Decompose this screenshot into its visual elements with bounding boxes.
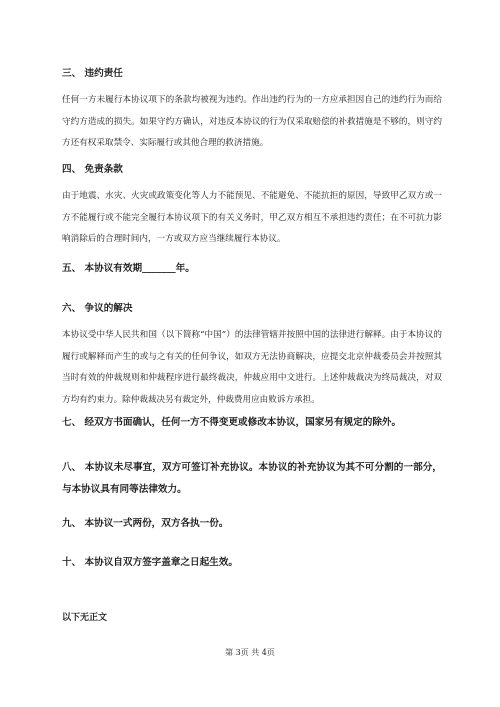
section-body: 任何一方未履行本协议项下的条款均被视为违约。作出违约行为的一方应承担因自己的违约行为而给守约方造成的损失。如果守约方确认，对违反本协议的行为仅采取赔偿的补救措施是不够的，则守约方还有权采取禁令、实际履行或其他合理的救济措施。 [62, 95, 442, 148]
section-heading: 七、 经双方书面确认，任何一方不得变更或修改本协议，国家另有规定的除外。 [62, 417, 402, 428]
section-exemption [62, 163, 442, 251]
section-supplementary [62, 457, 442, 500]
section-body: 本协议受中华人民共和国（以下简称“中国”）的法律管辖并按照中国的法律进行解释。由于本协议的履行或解释而产生的或与之有关的任何争议，如双方无法协商解决，应提交北京仲裁委员会并按照其当时有效的仲裁规则和仲裁程序进行最终裁决，仲裁应用中文进行。上述仲裁裁决为终局裁决，对双方均有约束力。除仲裁裁决另有裁定外，仲裁费用应由败诉方承担。 [62, 330, 442, 405]
section-effective-date [62, 556, 442, 569]
section-breach-liability [62, 67, 442, 155]
section-heading: 五、 本协议有效期_______年。 [62, 263, 195, 274]
section-dispute-resolution [62, 302, 442, 411]
section-amendment [62, 416, 448, 429]
page-number-footer: 第 3页 共 4页 [225, 648, 275, 657]
section-heading: 四、 免责条款 [62, 164, 123, 175]
section-heading: 十、 本协议自双方签字盖章之日起生效。 [62, 557, 239, 568]
end-of-text-note: 以下无正文 [62, 613, 108, 623]
section-heading: 三、 违约责任 [62, 68, 123, 79]
section-heading: 六、 争议的解决 [62, 303, 133, 314]
section-validity-period [62, 262, 442, 275]
section-heading: 九、 本协议一式两份，双方各执一份。 [62, 518, 229, 529]
section-body: 由于地震、水灾、火灾或政策变化等人力不能预见、不能避免、不能抗拒的原因，导致甲乙双方或一方不能履行或不能完全履行本协议项下的有关义务时，甲乙双方相互不承担违约责任；在不可抗力影响消除后的合理时间内，一方或双方应当继续履行本协议。 [62, 191, 442, 244]
section-heading: 八、 本协议未尽事宜，双方可签订补充协议。本协议的补充协议为其不可分割的一部分，与本协议具有同等法律效力。 [62, 462, 442, 495]
section-copies [62, 517, 442, 530]
